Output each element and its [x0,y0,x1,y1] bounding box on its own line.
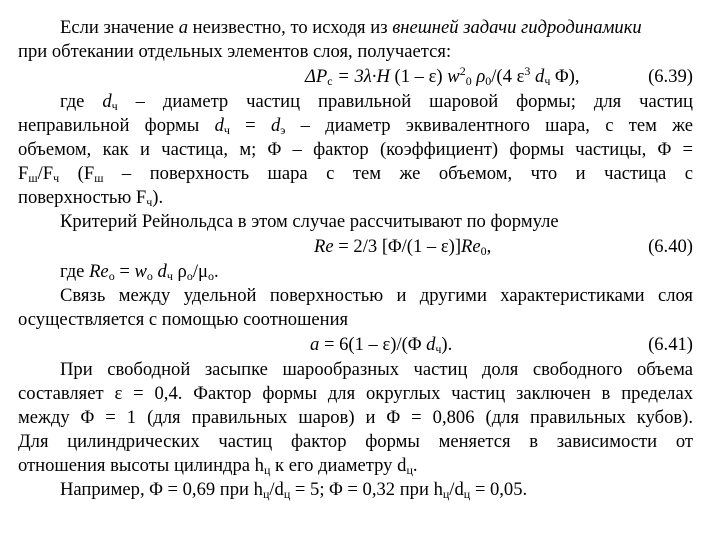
equation-body: a = 6(1 – ε)/(Φ $d_ч$). [310,334,453,356]
text-line: Например, Φ = 0,69 при $h_ц/d_ц = 5$; Φ = 0,32 при $h_ц/d_ц = 0,05$. [60,479,528,501]
text-line: Если значение a неизвестно, то исходя из внешней задачи гидродинамики [60,17,642,38]
equation-body: Re = 2/3 $[\Phi/(1 - \varepsilon)]Re_0$, [314,236,492,258]
equation-body: $\Delta P_c = 3\lambda\cdot H$ (1 – ε) $w^2_0$ $\rho_0/(4$ $\varepsilon^3$ $d_ч$ Φ), [305,64,580,88]
text-line: составляет ε = 0,4. Фактор формы для округлых частиц заключен в пределах [18,383,693,404]
text-line: Критерий Рейнольдса в этом случае рассчитывают по формуле [60,211,559,232]
text-line: при обтекании отдельных элементов слоя, получается: [18,41,452,62]
equation-6-40 [18,235,693,259]
equation-6-41 [18,333,693,357]
equation-number: (6.40) [648,236,693,257]
text-line: При свободной засыпке шарообразных частиц доля свободного объема [60,359,693,380]
text-line: где $Re_o = w_o$ $d_ч$ $\rho_o/\mu_o$. [60,261,219,283]
text-line: между Φ = 1 (для правильных шаров) и Φ = 0,806 (для правильных кубов). [18,407,693,428]
text-line: объемом, как и частица, м; Φ – фактор (коэффициент) формы частицы, Φ = [18,139,693,160]
text-line: поверхностью $F_ч$). [18,187,164,209]
text-line: осуществляется с помощью соотношения [18,309,349,330]
text-line: Связь между удельной поверхностью и другими характеристиками слоя [60,285,693,306]
equation-number: (6.41) [648,334,693,355]
text-line: $F_ш/F_ч$ ($F_ш$ – поверхность шара с тем же объемом, что и частица с [18,163,693,185]
text-line: отношения высоты цилиндра $h_ц$ к его диаметру $d_ц$. [18,455,418,477]
text-line: Для цилиндрических частиц фактор формы меняется в зависимости от [18,431,693,452]
equation-6-39 [18,65,693,89]
text-line: неправильной формы $d_ч = d_э$ – диаметр эквивалентного шара, с тем же [18,115,693,137]
text-line: где $d_ч$ – диаметр частиц правильной шаровой формы; для частиц [60,91,693,113]
equation-number: (6.39) [648,66,693,87]
